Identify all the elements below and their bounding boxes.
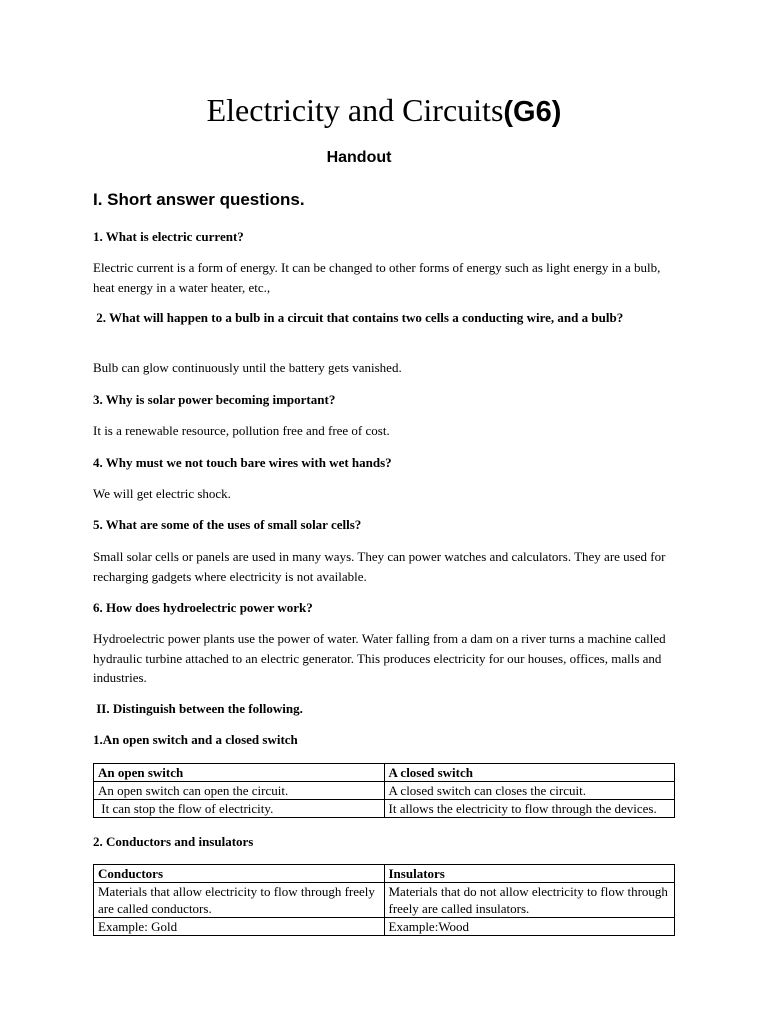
table-cell: An open switch can open the circuit. [94,782,385,800]
question-4: 4. Why must we not touch bare wires with wet hands? [93,455,392,470]
section-2-heading: II. Distinguish between the following. [93,701,303,716]
table-cell: It can stop the flow of electricity. [94,800,385,818]
answer-3: It is a renewable resource, pollution free and free of cost. [93,423,390,438]
document-title [0,90,768,132]
table-row [94,918,675,936]
section-1-heading: I. Short answer questions. [93,190,305,209]
table-cell: Materials that allow electricity to flow through freely are called conductors. [94,883,385,918]
table-row [94,800,675,818]
question-3: 3. Why is solar power becoming important? [93,392,336,407]
question-1: 1. What is electric current? [93,229,244,244]
answer-4: We will get electric shock. [93,486,231,501]
comparison-1-title: 1.An open switch and a closed switch [93,732,298,747]
table-header-row [94,764,675,782]
question-5: 5. What are some of the uses of small solar cells? [93,517,362,532]
table-header-cell: A closed switch [384,764,675,782]
question-6: 6. How does hydroelectric power work? [93,600,313,615]
answer-5: Small solar cells or panels are used in many ways. They can power watches and calculators. They are used for recharging gadgets where electricity is not available. [93,549,666,584]
table-header-row [94,865,675,883]
conductor-comparison-table [93,864,675,936]
table-cell: A closed switch can closes the circuit. [384,782,675,800]
table-row [94,883,675,918]
table-cell: It allows the electricity to flow through the devices. [384,800,675,818]
switch-comparison-table [93,763,675,818]
document-subtitle: Handout [326,149,392,166]
table-cell: Example:Wood [384,918,675,936]
title-main: Electricity and Circuits [206,92,504,128]
title-grade: (G6) [503,96,562,128]
comparison-2-title: 2. Conductors and insulators [93,834,254,849]
question-2: 2. What will happen to a bulb in a circuit that contains two cells a conducting wire, and a bulb? [93,310,624,325]
table-header-cell: An open switch [94,764,385,782]
answer-2: Bulb can glow continuously until the battery gets vanished. [93,360,402,375]
table-cell: Materials that do not allow electricity to flow through freely are called insulators. [384,883,675,918]
answer-6: Hydroelectric power plants use the power of water. Water falling from a dam on a river turns a machine called hydraulic turbine attached to an electric generator. This produces electricity for our houses, offices, malls and industries. [93,631,666,685]
table-header-cell: Conductors [94,865,385,883]
table-header-cell: Insulators [384,865,675,883]
answer-1: Electric current is a form of energy. It can be changed to other forms of energy such as light energy in a bulb, heat energy in a water heater, etc., [93,260,661,295]
table-cell: Example: Gold [94,918,385,936]
table-row [94,782,675,800]
